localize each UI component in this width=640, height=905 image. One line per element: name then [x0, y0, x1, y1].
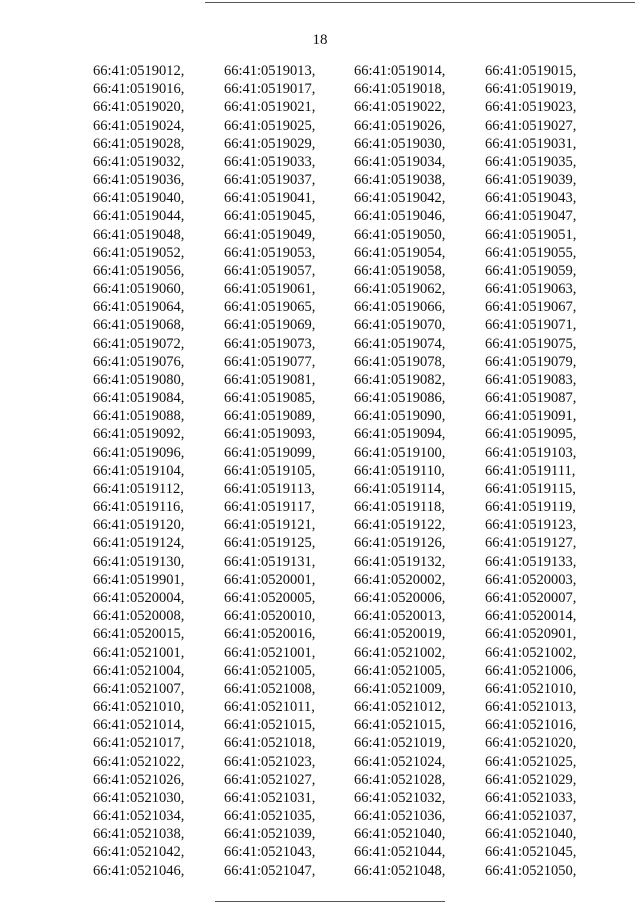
cadastral-number: 66:41:0519091,	[485, 408, 577, 425]
cadastral-number: 66:41:0519095,	[485, 426, 577, 443]
cadastral-number: 66:41:0521016,	[485, 717, 577, 734]
cadastral-number: 66:41:0519092,	[93, 426, 185, 443]
cadastral-number: 66:41:0521045,	[485, 844, 577, 861]
cadastral-number: 66:41:0519078,	[354, 353, 446, 370]
cadastral-number: 66:41:0519032,	[93, 153, 185, 170]
cadastral-number: 66:41:0519053,	[224, 244, 316, 261]
cadastral-number: 66:41:0519056,	[93, 262, 185, 279]
cadastral-number: 66:41:0519024,	[93, 117, 185, 134]
cadastral-number: 66:41:0519016,	[93, 81, 185, 98]
cadastral-number: 66:41:0521009,	[354, 680, 446, 697]
cadastral-number: 66:41:0521001,	[224, 644, 316, 661]
cadastral-number: 66:41:0521048,	[354, 862, 446, 879]
cadastral-number: 66:41:0520001,	[224, 571, 316, 588]
cadastral-number: 66:41:0519079,	[485, 353, 577, 370]
cadastral-number: 66:41:0519113,	[224, 480, 315, 497]
cadastral-number: 66:41:0519048,	[93, 226, 185, 243]
cadastral-number: 66:41:0519035,	[485, 153, 577, 170]
cadastral-number: 66:41:0519059,	[485, 262, 577, 279]
cadastral-number: 66:41:0521038,	[93, 826, 185, 843]
cadastral-number: 66:41:0519061,	[224, 281, 316, 298]
cadastral-number: 66:41:0519049,	[224, 226, 316, 243]
cadastral-number: 66:41:0519133,	[485, 553, 577, 570]
cadastral-number: 66:41:0519015,	[485, 63, 577, 79]
cadastral-number: 66:41:0519026,	[354, 117, 446, 134]
cadastral-number: 66:41:0519012,	[93, 63, 185, 79]
cadastral-number: 66:41:0520008,	[93, 608, 185, 625]
cadastral-number: 66:41:0519073,	[224, 335, 316, 352]
cadastral-number: 66:41:0519017,	[224, 81, 316, 98]
cadastral-number: 66:41:0519014,	[354, 63, 446, 79]
cadastral-number: 66:41:0521029,	[485, 771, 577, 788]
cadastral-number: 66:41:0521007,	[93, 680, 185, 697]
cadastral-number: 66:41:0519086,	[354, 390, 446, 407]
cadastral-number: 66:41:0521005,	[224, 662, 316, 679]
cadastral-number: 66:41:0519089,	[224, 408, 316, 425]
cadastral-number: 66:41:0519131,	[224, 553, 316, 570]
cadastral-number: 66:41:0519104,	[93, 462, 185, 479]
cadastral-number: 66:41:0519060,	[93, 281, 185, 298]
cadastral-number: 66:41:0519081,	[224, 371, 316, 388]
cadastral-number: 66:41:0521039,	[224, 826, 316, 843]
cadastral-number: 66:41:0519132,	[354, 553, 446, 570]
cadastral-number: 66:41:0519114,	[354, 480, 445, 497]
cadastral-number: 66:41:0521047,	[224, 862, 316, 879]
cadastral-number: 66:41:0519052,	[93, 244, 185, 261]
cadastral-number: 66:41:0519029,	[224, 135, 316, 152]
cadastral-number: 66:41:0519067,	[485, 299, 577, 316]
cadastral-number: 66:41:0519046,	[354, 208, 446, 225]
cadastral-number: 66:41:0521002,	[485, 644, 577, 661]
cadastral-number: 66:41:0519062,	[354, 281, 446, 298]
cadastral-number: 66:41:0519054,	[354, 244, 446, 261]
cadastral-number: 66:41:0519085,	[224, 390, 316, 407]
cadastral-number: 66:41:0519041,	[224, 190, 316, 207]
cadastral-number: 66:41:0520016,	[224, 626, 316, 643]
cadastral-number: 66:41:0520007,	[485, 589, 577, 606]
cadastral-number: 66:41:0519039,	[485, 172, 577, 189]
cadastral-number: 66:41:0519121,	[224, 517, 316, 534]
cadastral-number: 66:41:0519090,	[354, 408, 446, 425]
cadastral-number: 66:41:0521037,	[485, 808, 577, 825]
cadastral-number: 66:41:0520004,	[93, 589, 185, 606]
cadastral-number: 66:41:0519070,	[354, 317, 446, 334]
cadastral-number: 66:41:0519025,	[224, 117, 316, 134]
cadastral-number: 66:41:0520014,	[485, 608, 577, 625]
cadastral-number: 66:41:0521050,	[485, 862, 577, 879]
cadastral-number: 66:41:0521027,	[224, 771, 316, 788]
cadastral-number: 66:41:0520015,	[93, 626, 185, 643]
cadastral-number: 66:41:0519022,	[354, 99, 446, 116]
cadastral-number: 66:41:0521031,	[224, 789, 316, 806]
cadastral-number: 66:41:0519099,	[224, 444, 316, 461]
cadastral-number: 66:41:0521019,	[354, 735, 446, 752]
cadastral-number: 66:41:0519043,	[485, 190, 577, 207]
cadastral-number: 66:41:0520003,	[485, 571, 577, 588]
cadastral-number: 66:41:0519063,	[485, 281, 577, 298]
cadastral-number: 66:41:0519036,	[93, 172, 185, 189]
cadastral-number: 66:41:0521020,	[485, 735, 577, 752]
cadastral-number: 66:41:0519100,	[354, 444, 446, 461]
cadastral-number: 66:41:0519118,	[354, 499, 445, 516]
cadastral-number: 66:41:0519055,	[485, 244, 577, 261]
cadastral-number: 66:41:0521032,	[354, 789, 446, 806]
cadastral-number: 66:41:0521042,	[93, 844, 185, 861]
cadastral-number: 66:41:0521010,	[93, 699, 185, 716]
cadastral-number: 66:41:0519088,	[93, 408, 185, 425]
cadastral-number: 66:41:0521035,	[224, 808, 316, 825]
page-number: 18	[312, 32, 328, 48]
cadastral-number: 66:41:0521013,	[485, 699, 577, 716]
cadastral-number: 66:41:0521011,	[224, 699, 315, 716]
cadastral-number: 66:41:0519074,	[354, 335, 446, 352]
bottom-rule	[215, 901, 445, 902]
cadastral-number: 66:41:0521028,	[354, 771, 446, 788]
cadastral-number: 66:41:0521046,	[93, 862, 185, 879]
cadastral-number: 66:41:0520901,	[485, 626, 577, 643]
cadastral-number: 66:41:0519117,	[224, 499, 315, 516]
cadastral-number: 66:41:0519040,	[93, 190, 185, 207]
cadastral-number: 66:41:0519111,	[485, 462, 576, 479]
cadastral-number: 66:41:0519050,	[354, 226, 446, 243]
cadastral-number: 66:41:0519125,	[224, 535, 316, 552]
cadastral-number: 66:41:0521002,	[354, 644, 446, 661]
cadastral-number: 66:41:0520002,	[354, 571, 446, 588]
cadastral-number: 66:41:0519071,	[485, 317, 577, 334]
cadastral-number: 66:41:0521008,	[224, 680, 316, 697]
cadastral-number: 66:41:0519094,	[354, 426, 446, 443]
cadastral-number: 66:41:0520019,	[354, 626, 446, 643]
cadastral-number: 66:41:0521030,	[93, 789, 185, 806]
cadastral-number: 66:41:0519023,	[485, 99, 577, 116]
cadastral-number: 66:41:0521017,	[93, 735, 185, 752]
cadastral-number: 66:41:0519019,	[485, 81, 577, 98]
cadastral-number: 66:41:0519122,	[354, 517, 446, 534]
cadastral-number: 66:41:0521022,	[93, 753, 185, 770]
cadastral-number: 66:41:0519030,	[354, 135, 446, 152]
cadastral-number: 66:41:0521001,	[93, 644, 185, 661]
cadastral-number: 66:41:0519126,	[354, 535, 446, 552]
cadastral-number: 66:41:0521025,	[485, 753, 577, 770]
cadastral-number: 66:41:0519044,	[93, 208, 185, 225]
cadastral-number: 66:41:0519127,	[485, 535, 577, 552]
cadastral-number: 66:41:0519901,	[93, 571, 185, 588]
cadastral-number: 66:41:0519077,	[224, 353, 316, 370]
cadastral-number-list	[93, 62, 593, 880]
cadastral-number: 66:41:0519013,	[224, 63, 316, 79]
top-rule	[205, 2, 635, 3]
cadastral-number: 66:41:0519042,	[354, 190, 446, 207]
cadastral-number: 66:41:0521014,	[93, 717, 185, 734]
cadastral-number: 66:41:0519034,	[354, 153, 446, 170]
cadastral-number: 66:41:0521034,	[93, 808, 185, 825]
cadastral-number: 66:41:0519018,	[354, 81, 446, 98]
cadastral-number: 66:41:0519045,	[224, 208, 316, 225]
cadastral-number: 66:41:0519069,	[224, 317, 316, 334]
cadastral-number: 66:41:0519115,	[485, 480, 576, 497]
cadastral-number: 66:41:0519033,	[224, 153, 316, 170]
cadastral-number: 66:41:0519120,	[93, 517, 185, 534]
cadastral-number: 66:41:0519075,	[485, 335, 577, 352]
cadastral-number: 66:41:0520010,	[224, 608, 316, 625]
cadastral-number: 66:41:0521040,	[485, 826, 577, 843]
cadastral-number: 66:41:0521006,	[485, 662, 577, 679]
cadastral-number: 66:41:0521033,	[485, 789, 577, 806]
cadastral-number: 66:41:0519083,	[485, 371, 577, 388]
cadastral-number: 66:41:0521005,	[354, 662, 446, 679]
cadastral-number: 66:41:0519080,	[93, 371, 185, 388]
cadastral-number: 66:41:0521023,	[224, 753, 316, 770]
cadastral-number: 66:41:0519119,	[485, 499, 576, 516]
cadastral-number: 66:41:0521004,	[93, 662, 185, 679]
cadastral-number: 66:41:0521024,	[354, 753, 446, 770]
cadastral-number: 66:41:0519110,	[354, 462, 445, 479]
cadastral-number: 66:41:0519058,	[354, 262, 446, 279]
cadastral-number: 66:41:0521012,	[354, 699, 446, 716]
cadastral-number: 66:41:0519065,	[224, 299, 316, 316]
cadastral-number: 66:41:0521015,	[354, 717, 446, 734]
cadastral-number: 66:41:0521018,	[224, 735, 316, 752]
cadastral-number: 66:41:0519076,	[93, 353, 185, 370]
cadastral-number: 66:41:0521044,	[354, 844, 446, 861]
cadastral-number: 66:41:0519112,	[93, 480, 184, 497]
cadastral-number: 66:41:0519066,	[354, 299, 446, 316]
cadastral-number: 66:41:0519027,	[485, 117, 577, 134]
cadastral-number: 66:41:0519051,	[485, 226, 577, 243]
cadastral-number: 66:41:0519123,	[485, 517, 577, 534]
cadastral-number: 66:41:0519064,	[93, 299, 185, 316]
cadastral-number: 66:41:0521043,	[224, 844, 316, 861]
cadastral-number: 66:41:0519057,	[224, 262, 316, 279]
cadastral-number: 66:41:0519096,	[93, 444, 185, 461]
cadastral-number: 66:41:0519084,	[93, 390, 185, 407]
cadastral-number: 66:41:0520006,	[354, 589, 446, 606]
cadastral-number: 66:41:0519072,	[93, 335, 185, 352]
cadastral-number: 66:41:0519124,	[93, 535, 185, 552]
cadastral-number: 66:41:0519031,	[485, 135, 577, 152]
cadastral-number: 66:41:0521036,	[354, 808, 446, 825]
cadastral-number: 66:41:0519020,	[93, 99, 185, 116]
cadastral-number: 66:41:0519103,	[485, 444, 577, 461]
cadastral-number: 66:41:0520005,	[224, 589, 316, 606]
cadastral-number: 66:41:0519021,	[224, 99, 316, 116]
cadastral-number: 66:41:0519068,	[93, 317, 185, 334]
cadastral-number: 66:41:0521026,	[93, 771, 185, 788]
cadastral-number: 66:41:0519037,	[224, 172, 316, 189]
cadastral-number: 66:41:0519093,	[224, 426, 316, 443]
cadastral-number: 66:41:0519038,	[354, 172, 446, 189]
cadastral-number: 66:41:0519087,	[485, 390, 577, 407]
cadastral-number: 66:41:0521010,	[485, 680, 577, 697]
cadastral-number: 66:41:0519116,	[93, 499, 184, 516]
cadastral-number: 66:41:0519028,	[93, 135, 185, 152]
cadastral-number: 66:41:0520013,	[354, 608, 446, 625]
cadastral-number: 66:41:0519047,	[485, 208, 577, 225]
cadastral-number: 66:41:0521040,	[354, 826, 446, 843]
cadastral-number: 66:41:0521015,	[224, 717, 316, 734]
cadastral-number: 66:41:0519105,	[224, 462, 316, 479]
cadastral-number: 66:41:0519082,	[354, 371, 446, 388]
cadastral-number: 66:41:0519130,	[93, 553, 185, 570]
